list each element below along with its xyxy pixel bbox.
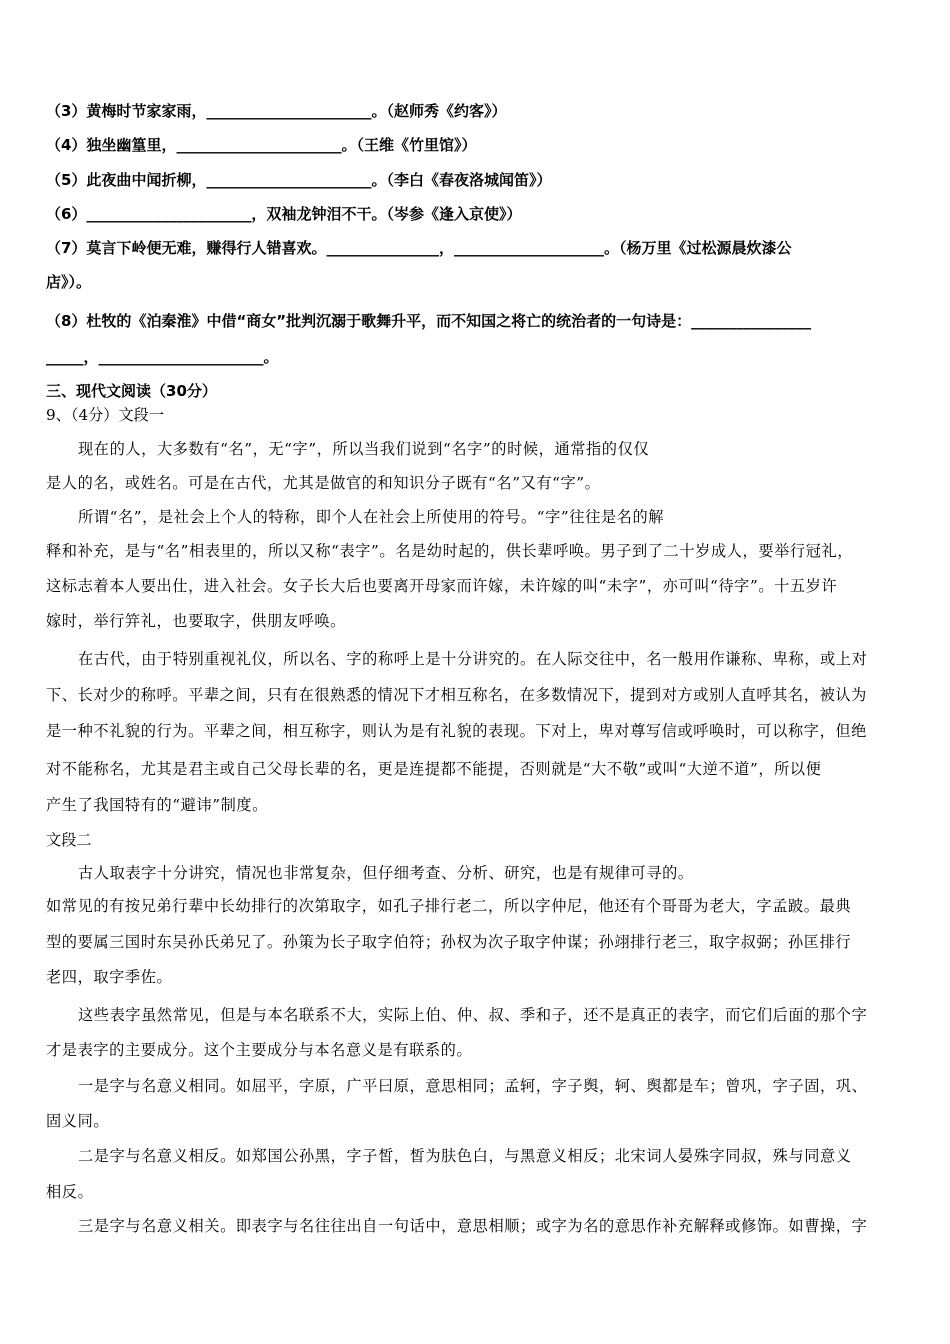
passage2-line: 相反。 (46, 1183, 94, 1201)
question-4: （4）独坐幽篁里，______________________。（王维《竹里馆》） (46, 136, 477, 154)
passage2-line: 一是字与名意义相同。如屈平，字原，广平曰原，意思相同；孟轲，字子舆，轲、舆都是车；曾巩，字子固，巩、 (78, 1077, 868, 1095)
passage2-line: 古人取表字十分讲究，情况也非常复杂，但仔细考查、分析、研究，也是有规律可寻的。 (78, 864, 694, 882)
passage1-line: 释和补充，是与“名”相表里的，所以又称“表字”。名是幼时起的，供长辈呼唤。男子到了二十岁成人，要举行冠礼， (46, 542, 854, 560)
passage1-line: 这标志着本人要出仕，进入社会。女子长大后也要离开母家而许嫁，未许嫁的叫“未字”，亦可叫“待字”。十五岁许 (46, 577, 838, 595)
question-8-line-1: （8）杜牧的《泊秦淮》中借“商女”批判沉溺于歌舞升平，而不知国之将亡的统治者的一句诗是：________________ (46, 312, 812, 330)
passage1-line: 是一种不礼貌的行为。平辈之间，相互称字，则认为是有礼貌的表现。下对上，卑对尊写信或呼唤时，可以称字，但绝 (46, 722, 867, 740)
passage1-line: 所谓“名”，是社会上个人的特称，即个人在社会上所使用的符号。“字”往往是名的解 (78, 508, 665, 526)
passage1-line: 在古代，由于特别重视礼仪，所以名、字的称呼上是十分讲究的。在人际交往中，名一般用作谦称、卑称，或上对 (78, 650, 868, 668)
passage2-line: 二是字与名意义相反。如郑国公孙黑，字子皙，皙为肤色白，与黑意义相反；北宋词人晏殊字同叔，殊与同意义 (78, 1147, 852, 1165)
passage2-line: 三是字与名意义相关。即表字与名往往出自一句话中，意思相顺；或字为名的意思作补充解释或修饰。如曹操，字 (78, 1217, 868, 1235)
question-5: （5）此夜曲中闻折柳，______________________。（李白《春夜洛城闻笛》） (46, 171, 552, 189)
passage1-line: 是人的名，或姓名。可是在古代，尤其是做官的和知识分子既有“名”又有“字”。 (46, 474, 601, 492)
question-7-line-1: （7）莫言下岭便无难，赚得行人错喜欢。_______________，____________________。（杨万里《过松源晨炊漆公 (46, 239, 792, 257)
passage1-line: 下、长对少的称呼。平辈之间，只有在很熟悉的情况下才相互称名，在多数情况下，提到对方或别人直呼其名，被认为 (46, 686, 867, 704)
passage1-line: 嫁时，举行笄礼，也要取字，供朋友呼唤。 (46, 612, 346, 630)
passage1-line: 现在的人，大多数有“名”，无“字”，所以当我们说到“名字”的时候，通常指的仅仅 (78, 440, 650, 458)
question-8-line-2: _____，______________________。 (46, 348, 279, 366)
passage2-line: 老四，取字季佐。 (46, 968, 173, 986)
passage2-line: 这些表字虽然常见，但是与本名联系不大，实际上伯、仲、叔、季和子，还不是真正的表字，而它们后面的那个字 (78, 1006, 868, 1024)
question-7-line-2: 店》）。 (46, 273, 92, 291)
passage2-line: 固义同。 (46, 1112, 110, 1130)
passage2-line: 型的要属三国时东吴孙氏弟兄了。孙策为长子取字伯符；孙权为次子取字仲谋；孙翊排行老三，取字叔弼；孙匡排行 (46, 933, 852, 951)
passage2-line: 才是表字的主要成分。这个主要成分与本名意义是有联系的。 (46, 1041, 473, 1059)
question-3: （3）黄梅时节家家雨，______________________。（赵师秀《约客》） (46, 102, 507, 120)
passage1-line: 对不能称名，尤其是君主或自己父母长辈的名，更是连提都不能提，否则就是“大不敬”或叫“大逆不道”，所以便 (46, 760, 822, 778)
passage2-line: 如常见的有按兄弟行辈中长幼排行的次第取字，如孔子排行老二，所以字仲尼，他还有个哥哥为老大，字孟跛。最典 (46, 897, 852, 915)
passage2-title: 文段二 (46, 831, 92, 849)
passage1-line: 产生了我国特有的“避讳”制度。 (46, 796, 268, 814)
section-title: 三、现代文阅读（30分） (46, 382, 217, 400)
question-9-title: 9、（4分）文段一 (46, 406, 165, 424)
question-6: （6）______________________，双袖龙钟泪不干。（岑参《逢入京使》） (46, 205, 522, 223)
